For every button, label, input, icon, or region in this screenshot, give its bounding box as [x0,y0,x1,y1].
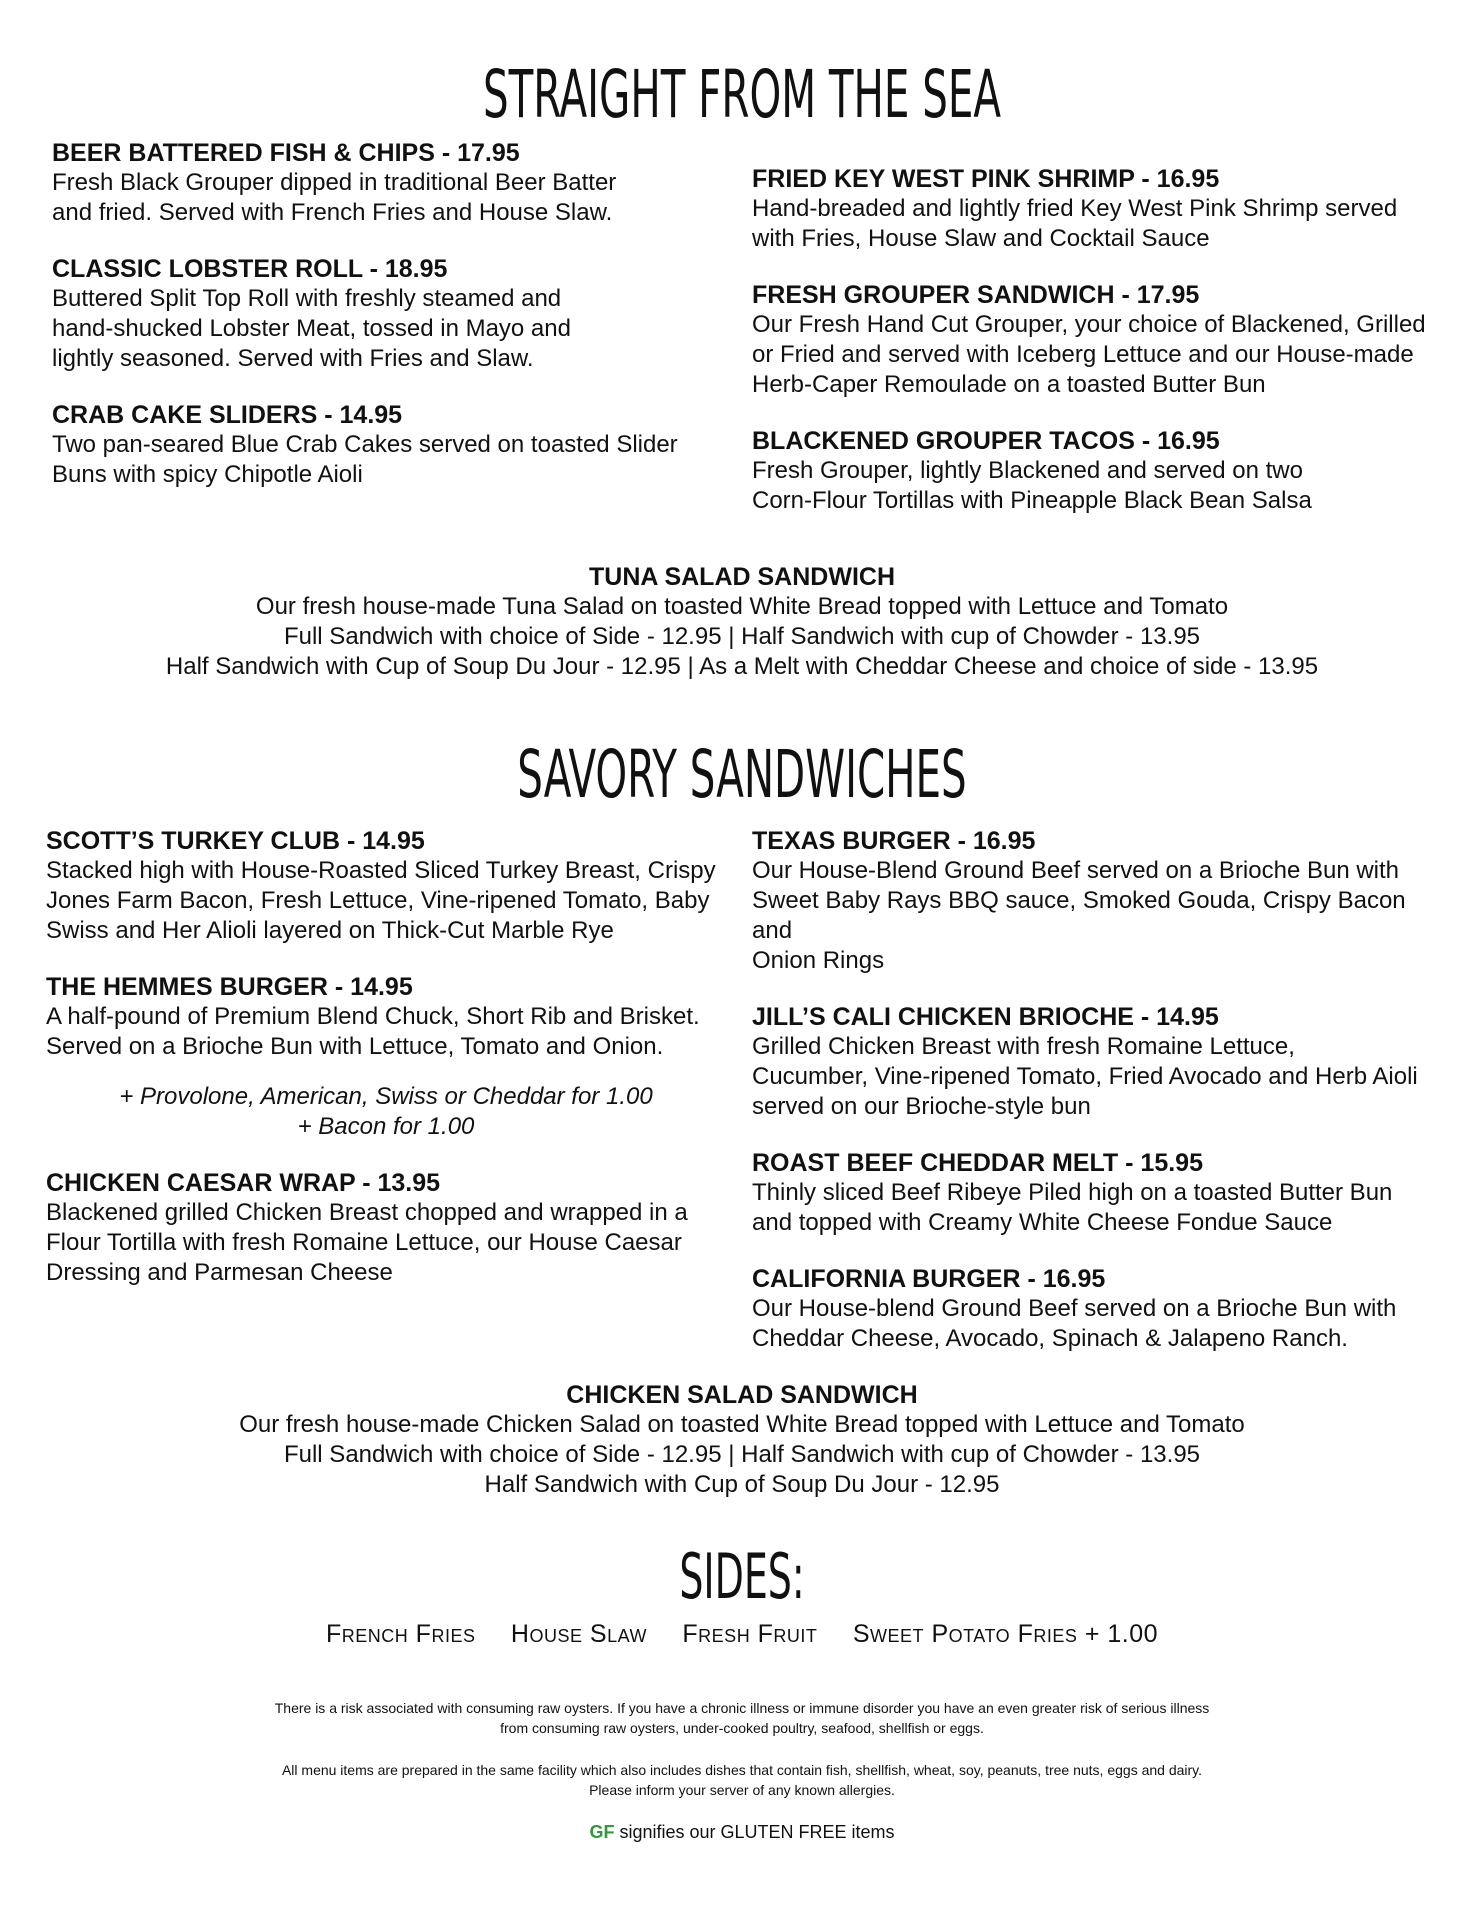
item-desc-line: Buttered Split Top Roll with freshly steamed and [52,285,562,312]
menu-item [52,254,692,374]
item-desc-line: hand-shucked Lobster Meat, tossed in Mayo and [52,315,571,342]
oyster-warning [0,1698,1484,1738]
item-desc-line: Our House-blend Ground Beef served on a Brioche Bun with [752,1295,1397,1322]
menu-item [752,1264,1452,1354]
sandwiches-right-column [752,826,1452,1380]
item-name: TEXAS BURGER - 16.95 [752,827,1036,855]
item-desc-line: Jones Farm Bacon, Fresh Lettuce, Vine-ripened Tomato, Baby [46,887,710,914]
addon-bacon: + Bacon for 1.00 [297,1113,475,1140]
item-name: CALIFORNIA BURGER - 16.95 [752,1265,1106,1293]
gf-mark: GF [589,1822,615,1842]
menu-item [46,1168,726,1288]
menu-item [46,972,726,1062]
addon-cheese: + Provolone, American, Swiss or Cheddar for 1.00 [119,1083,653,1110]
item-desc-line: with Fries, House Slaw and Cocktail Sauce [752,225,1210,252]
item-desc-line: Our Fresh Hand Cut Grouper, your choice of Blackened, Grilled [752,311,1426,338]
item-name: CHICKEN CAESAR WRAP - 13.95 [46,1169,441,1197]
item-desc-line: Corn-Flour Tortillas with Pineapple Black Bean Salsa [752,487,1312,514]
item-desc-line: lightly seasoned. Served with Fries and Slaw. [52,345,534,372]
allergen-notice [0,1760,1484,1800]
menu-item [752,826,1452,976]
footer-line: Please inform your server of any known allergies. [589,1782,895,1798]
menu-item [752,164,1452,254]
item-price-line: Half Sandwich with Cup of Soup Du Jour - 12.95 [484,1471,1000,1498]
item-name: CLASSIC LOBSTER ROLL - 18.95 [52,255,448,283]
menu-item [46,826,726,946]
item-desc-line: Sweet Baby Rays BBQ sauce, Smoked Gouda, Crispy Bacon and [752,887,1406,944]
item-price-line: Full Sandwich with choice of Side - 12.95 | Half Sandwich with cup of Chowder - 13.95 [283,623,1201,650]
menu-item [752,1148,1452,1238]
item-desc-line: Cheddar Cheese, Avocado, Spinach & Jalapeno Ranch. [752,1325,1348,1352]
menu-item [752,1002,1452,1122]
menu-item [752,426,1452,516]
item-name: FRIED KEY WEST PINK SHRIMP - 16.95 [752,165,1220,193]
menu-item [52,400,692,490]
item-desc-line: Fresh Black Grouper dipped in traditional Beer Batter [52,169,617,196]
side-item: Fresh Fruit [682,1620,818,1648]
item-price-line: Half Sandwich with Cup of Soup Du Jour - 12.95 | As a Melt with Cheddar Cheese and choice of side - 13.95 [165,653,1319,680]
item-name: SCOTT’S TURKEY CLUB - 14.95 [46,827,425,855]
sea-right-column [752,164,1452,542]
item-desc-line: Herb-Caper Remoulade on a toasted Butter Bun [752,371,1266,398]
side-item: House Slaw [510,1620,647,1648]
item-desc-line: A half-pound of Premium Blend Chuck, Short Rib and Brisket. [46,1003,700,1030]
item-desc-line: and fried. Served with French Fries and House Slaw. [52,199,613,226]
side-item: French Fries [325,1620,476,1648]
item-desc-line: Flour Tortilla with fresh Romaine Lettuce, our House Caesar [46,1229,682,1256]
item-name: CHICKEN SALAD SANDWICH [566,1381,918,1409]
tuna-salad-block [0,562,1484,682]
item-name: BEER BATTERED FISH & CHIPS - 17.95 [52,139,520,167]
item-name: FRESH GROUPER SANDWICH - 17.95 [752,281,1200,309]
menu-item [752,280,1452,400]
footer-line: from consuming raw oysters, under-cooked poultry, seafood, shellfish or eggs. [500,1720,984,1736]
item-name: ROAST BEEF CHEDDAR MELT - 15.95 [752,1149,1203,1177]
footer-line: All menu items are prepared in the same facility which also includes dishes that contain fish, shellfish, wheat, soy, peanuts, tree nuts, eggs and dairy. [281,1762,1203,1778]
sides-list [0,1620,1484,1649]
item-name: CRAB CAKE SLIDERS - 14.95 [52,401,403,429]
item-desc-line: Cucumber, Vine-ripened Tomato, Fried Avocado and Herb Aioli [752,1063,1418,1090]
item-desc-line: Thinly sliced Beef Ribeye Piled high on a toasted Butter Bun [752,1179,1393,1206]
item-desc-line: Fresh Grouper, lightly Blackened and served on two [752,457,1303,484]
item-name: THE HEMMES BURGER - 14.95 [46,973,413,1001]
gf-note-text: signifies our GLUTEN FREE items [614,1822,895,1842]
item-desc-line: Served on a Brioche Bun with Lettuce, Tomato and Onion. [46,1033,664,1060]
item-desc-line: Grilled Chicken Breast with fresh Romaine Lettuce, [752,1033,1295,1060]
item-desc-line: Our fresh house-made Chicken Salad on toasted White Bread topped with Lettuce and Tomato [239,1411,1245,1438]
item-name: TUNA SALAD SANDWICH [589,563,895,591]
item-desc-line: Hand-breaded and lightly fried Key West Pink Shrimp served [752,195,1398,222]
item-name: JILL’S CALI CHICKEN BRIOCHE - 14.95 [752,1003,1219,1031]
footer-line: There is a risk associated with consuming raw oysters. If you have a chronic illness or immune disorder you have an even greater risk of serious illness [274,1700,1210,1716]
sandwiches-left-column [46,826,726,1314]
item-desc-line: Our House-Blend Ground Beef served on a Brioche Bun with [752,857,1400,884]
item-desc-line: Our fresh house-made Tuna Salad on toasted White Bread topped with Lettuce and Tomato [255,593,1229,620]
item-desc-line: served on our Brioche-style bun [752,1093,1091,1120]
chicken-salad-block [0,1380,1484,1500]
item-desc-line: or Fried and served with Iceberg Lettuce and our House-made [752,341,1414,368]
item-price-line: Full Sandwich with choice of Side - 12.95 | Half Sandwich with cup of Chowder - 13.95 [283,1441,1201,1468]
section-title-sandwiches: SAVORY SANDWICHES [517,736,967,813]
item-desc-line: Buns with spicy Chipotle Aioli [52,461,363,488]
item-name: BLACKENED GROUPER TACOS - 16.95 [752,427,1220,455]
item-desc-line: Blackened grilled Chicken Breast chopped and wrapped in a [46,1199,688,1226]
item-desc-line: Swiss and Her Alioli layered on Thick-Cut Marble Rye [46,917,614,944]
gluten-free-note [0,1822,1484,1843]
item-desc-line: and topped with Creamy White Cheese Fondue Sauce [752,1209,1333,1236]
menu-item [52,138,692,228]
section-title-sides: SIDES: [679,1540,805,1613]
side-item: Sweet Potato Fries + 1.00 [852,1620,1159,1648]
item-desc-line: Two pan-seared Blue Crab Cakes served on toasted Slider [52,431,678,458]
burger-addons [46,1082,726,1142]
section-title-sea: STRAIGHT FROM THE SEA [482,56,1002,133]
sea-left-column [52,138,692,516]
item-desc-line: Dressing and Parmesan Cheese [46,1259,393,1286]
item-desc-line: Onion Rings [752,947,885,974]
item-desc-line: Stacked high with House-Roasted Sliced Turkey Breast, Crispy [46,857,716,884]
